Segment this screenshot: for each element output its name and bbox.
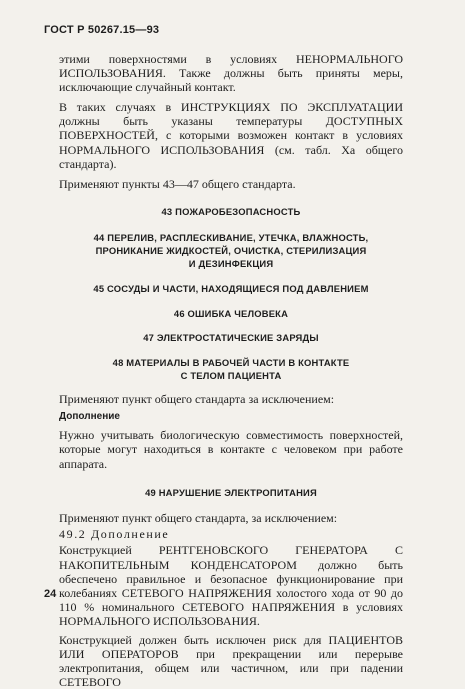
paragraph-generator: Конструкцией РЕНТГЕНОВСКОГО ГЕНЕРАТОРА С НАКОПИТЕЛЬНЫМ КОНДЕНСАТОРОМ должно быть обеспечено правильное и безопасное функционирование при колебаниях СЕТЕВОГО НАПРЯЖЕНИЯ холостого хода от 90 до 110 % номинального СЕТЕВОГО НАПРЯЖЕНИЯ в условиях НОРМАЛЬНОГО ИСПОЛЬЗОВАНИЯ. [59,543,403,628]
paragraph-applied-43-47: Применяют пункты 43—47 общего стандарта. [59,176,296,191]
heading-45: 45 СОСУДЫ И ЧАСТИ, НАХОДЯЩИЕСЯ ПОД ДАВЛЕНИЕМ [93,283,369,295]
heading-44-line3: И ДЕЗИНФЕКЦИЯ [188,257,274,269]
heading-44-line1: 44 ПЕРЕЛИВ, РАСПЛЕСКИВАНИЕ, УТЕЧКА, ВЛАЖНОСТЬ, [93,232,369,244]
heading-46: 46 ОШИБКА ЧЕЛОВЕКА [173,307,289,319]
paragraph-power-interruption: Конструкцией должен быть исключен риск для ПАЦИЕНТОВ ИЛИ ОПЕРАТОРОВ при прекращении или перерыве электропитания, общем или частичном, или при падении СЕТЕВОГО [59,633,403,689]
heading-47: 47 ЭЛЕКТРОСТАТИЧЕСКИЕ ЗАРЯДЫ [143,332,319,344]
paragraph-applied-49: Применяют пункт общего стандарта, за исключением: [59,511,338,526]
page-body [59,52,403,689]
subheading-49-2: 49.2 Дополнение [59,527,170,542]
running-header: ГОСТ Р 50267.15—93 [44,24,160,36]
heading-44-line2: ПРОНИКАНИЕ ЖИДКОСТЕЙ, ОЧИСТКА, СТЕРИЛИЗАЦИЯ [95,245,367,257]
paragraph-applied-48: Применяют пункт общего стандарта за исключением: [59,392,335,407]
paragraph-instructions: В таких случаях в ИНСТРУКЦИЯХ ПО ЭКСПЛУАТАЦИИ должны быть указаны температуры ДОСТУПНЫХ ПОВЕРХНОСТЕЙ, с которыми возможен контакт в условиях НОРМАЛЬНОГО ИСПОЛЬЗОВАНИЯ (см. табл. Xa общего стандарта). [59,100,403,171]
page-number: 24 [44,588,57,600]
paragraph-continuation: этими поверхностями в условиях НЕНОРМАЛЬНОГО ИСПОЛЬЗОВАНИЯ. Также должны быть приняты меры, исключающие случайный контакт. [59,52,403,95]
heading-43: 43 ПОЖАРОБЕЗОПАСНОСТЬ [161,205,301,217]
heading-48-line2: С ТЕЛОМ ПАЦИЕНТА [180,369,282,381]
paragraph-biocompatibility: Нужно учитывать биологическую совместимость поверхностей, которые могут находиться в контакте с человеком при работе аппарата. [59,428,403,471]
subheading-supplement: Дополнение [59,411,120,423]
heading-48-line1: 48 МАТЕРИАЛЫ В РАБОЧЕЙ ЧАСТИ В КОНТАКТЕ [112,357,350,368]
heading-49: 49 НАРУШЕНИЕ ЭЛЕКТРОПИТАНИЯ [145,486,317,498]
